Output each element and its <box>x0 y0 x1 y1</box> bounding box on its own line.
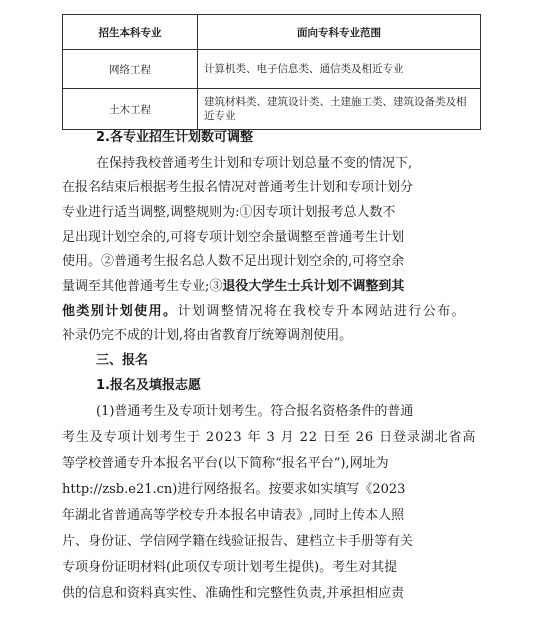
table-header-row <box>63 15 481 50</box>
table-cell-scope: 计算机类、电子信息类、通信类及相近专业 <box>198 50 481 89</box>
paragraph-line: http://zsb.e21.cn)进行网络报名。按要求如实填写《2023 <box>62 482 406 497</box>
paragraph-line: 足出现计划空余的,可将专项计划空余量调整至普通考生计划 <box>62 230 405 245</box>
paragraph-bold-text: 他类别计划使用。 <box>62 304 178 319</box>
paragraph-line-mixed <box>62 279 404 295</box>
table-header-junior-college-scope: 面向专科专业范围 <box>198 15 481 50</box>
paragraph-bold-text: 退役大学生士兵计划不调整到其 <box>222 279 405 294</box>
section-3-subheading: 1.报名及填报志愿 <box>96 378 201 393</box>
table-row <box>63 50 481 89</box>
paragraph-line: 补录仍完不成的计划,将由省教育厅统筹调剂使用。 <box>62 328 353 343</box>
paragraph-line: 专项身份证明材料(此项仅专项计划考生提供)。考生对其提 <box>62 560 398 575</box>
table-cell-major: 土木工程 <box>63 89 198 130</box>
table-cell-scope: 建筑材料类、建筑设计类、土建施工类、建筑设备类及相近专业 <box>198 89 481 130</box>
paragraph-line: 在保持我校普通考生计划和专项计划总量不变的情况下, <box>96 156 413 171</box>
paragraph-line-mixed <box>62 304 466 320</box>
paragraph-line: 等学校普通专升本报名平台(以下简称“报名平台”),网址为 <box>62 456 389 471</box>
paragraph-line: 使用。②普通考生报名总人数不足出现计划空余的,可将空余 <box>62 254 405 269</box>
majors-table <box>62 14 481 130</box>
paragraph-line: 专业进行适当调整,调整规则为:①因专项计划报考总人数不 <box>62 205 396 220</box>
paragraph-line: 供的信息和资料真实性、准确性和完整性负责,并承担相应责 <box>62 586 405 601</box>
paragraph-line: (1)普通考生及专项计划考生。符合报名资格条件的普通 <box>96 404 414 419</box>
table-header-undergrad-major: 招生本科专业 <box>63 15 198 50</box>
paragraph-text: 计划调整情况将在我校专升本网站进行公布。 <box>177 304 467 319</box>
table-row <box>63 89 481 130</box>
section-2-heading: 2.各专业招生计划数可调整 <box>96 130 253 145</box>
paragraph-line: 在报名结束后根据考生报名情况对普通考生计划和专项计划分 <box>62 180 414 195</box>
paragraph-line: 片、身份证、学信网学籍在线验证报告、建档立卡手册等有关 <box>62 534 414 549</box>
table-cell-major: 网络工程 <box>63 50 198 89</box>
paragraph-text: 量调至其他普通考生专业;③ <box>62 279 223 294</box>
paragraph-line: 年湖北省普通高等学校专升本报名申请表》,同时上传本人照 <box>62 508 405 523</box>
section-3-heading: 三、报名 <box>96 353 149 368</box>
paragraph-line: 考生及专项计划考生于 2023 年 3 月 22 日至 26 日登录湖北省高 <box>62 430 477 445</box>
